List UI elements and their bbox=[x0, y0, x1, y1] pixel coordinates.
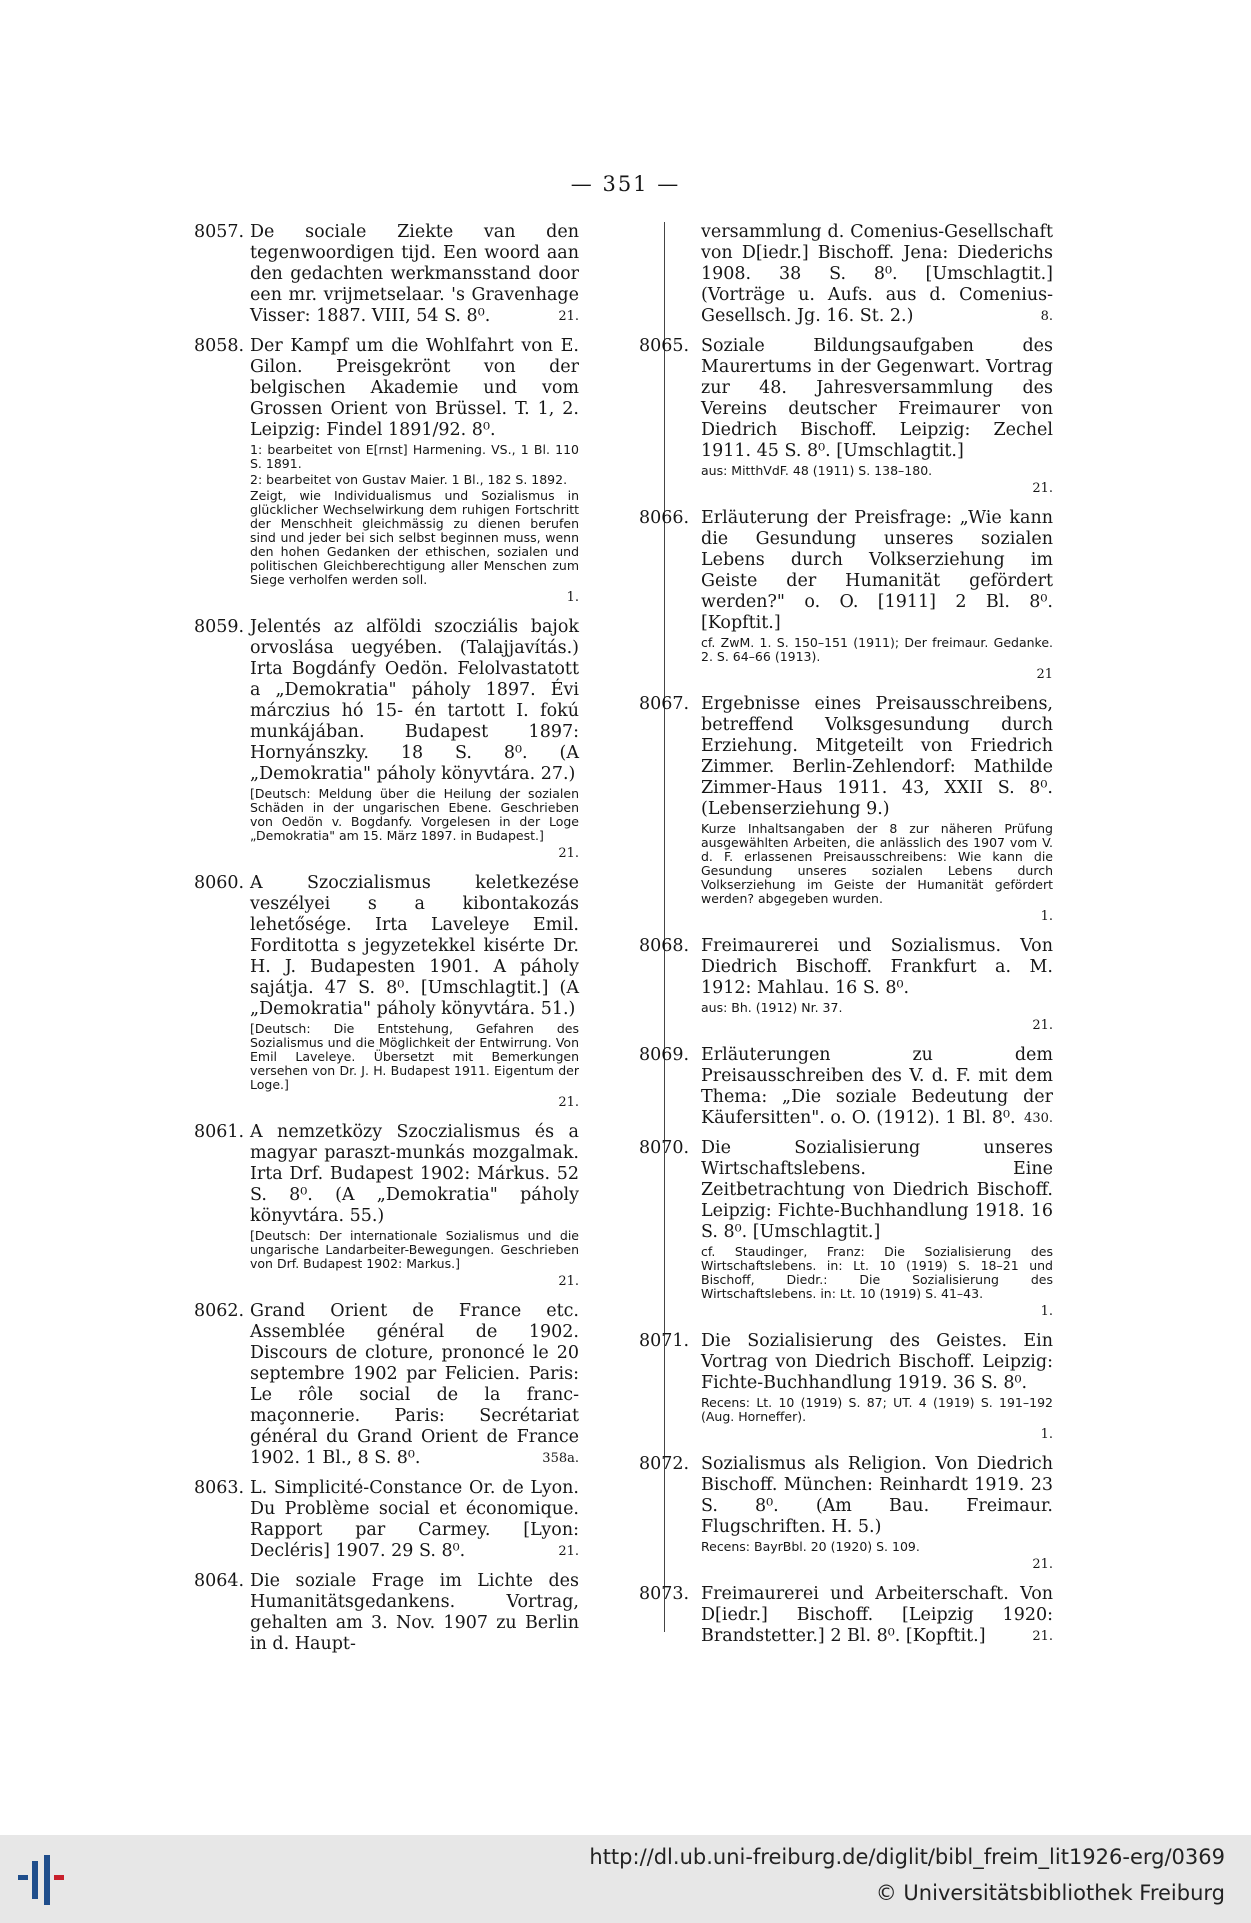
entry-citation: Sozialismus als Religion. Von Diedrich Bischoff. München: Reinhardt 1919. 23 S. 8⁰. (Am Bau. Freimaur. Flugschriften. H. 5.) bbox=[701, 1454, 1053, 1537]
bibliography-entry bbox=[194, 336, 579, 608]
entry-signature: 21. bbox=[1032, 1629, 1053, 1644]
entry-text bbox=[701, 1045, 1053, 1129]
bibliography-entry bbox=[194, 1571, 579, 1655]
entry-number: 8068. bbox=[639, 936, 690, 956]
entry-number: 8060. bbox=[194, 873, 245, 893]
entry-citation: A Szoczialismus keletkezése veszélyei s a kibontakozás lehetősége. Irta Laveleye Emil. Forditotta s jegyzetekkel kisérte Dr. H. J. Budapesten 1901. A páholy sajátja. 47 S. 8⁰. [Umschlagtit.] (A „Demokratia" páholy könyvtára. 51.) bbox=[250, 873, 579, 1019]
note-signature: 1. bbox=[566, 590, 579, 605]
note-signature: 21. bbox=[1032, 1018, 1053, 1033]
entry-text bbox=[701, 694, 1053, 820]
bibliography-entry bbox=[194, 222, 579, 327]
entry-text bbox=[701, 1138, 1053, 1243]
entry-signature: 8. bbox=[1040, 309, 1053, 324]
entry-citation: Grand Orient de France etc. Assemblée général de 1902. Discours de cloture, prononcé le 20 septembre 1902 par Felicien. Paris: Le rôle social de la franc-maçonnerie. Paris: Secrétariat général du Grand Orient de France 1902. 1 Bl., 8 S. 8⁰. bbox=[250, 1301, 579, 1468]
entry-text bbox=[250, 336, 579, 441]
entry-note: Recens: BayrBbl. 20 (1920) S. 109. bbox=[701, 1539, 920, 1554]
entry-citation: Die Sozialisierung des Geistes. Ein Vortrag von Diedrich Bischoff. Leipzig: Fichte-Buchhandlung 1919. 36 S. 8⁰. bbox=[701, 1331, 1053, 1393]
page-number: — 351 — bbox=[570, 172, 681, 196]
entry-note: Kurze Inhaltsangaben der 8 zur näheren Prüfung ausgewählten Arbeiten, die anlässlich des 1907 vom V. d. F. erlassenen Preisausschreibens: Wie kann die Gesundung unseres sozialen Lebens durch Volkserziehung im Geiste der Humanität gefördert werden? abgegeben wurden. bbox=[701, 821, 1053, 906]
bibliography-entry bbox=[639, 1584, 1053, 1647]
entry-number: 8059. bbox=[194, 617, 245, 637]
note-signature: 21. bbox=[558, 846, 579, 861]
entry-citation: Die soziale Frage im Lichte des Humanitätsgedankens. Vortrag, gehalten am 3. Nov. 1907 zu Berlin in d. Haupt- bbox=[250, 1571, 579, 1654]
entry-number: 8062. bbox=[194, 1301, 245, 1321]
entry-citation: Der Kampf um die Wohlfahrt von E. Gilon. Preisgekrönt von der belgischen Akademie und vom Grossen Orient von Brüssel. T. 1, 2. Leipzig: Findel 1891/92. 8⁰. bbox=[250, 336, 579, 440]
entry-text bbox=[250, 1478, 579, 1562]
bibliography-entry bbox=[639, 336, 1053, 499]
entry-citation: Erläuterungen zu dem Preisausschreiben des V. d. F. mit dem Thema: „Die soziale Bedeutung der Käufersitten". o. O. (1912). 1 Bl. 8⁰. bbox=[701, 1045, 1053, 1128]
entry-citation: L. Simplicité-Constance Or. de Lyon. Du Problème social et économique. Rapport par Carmey. [Lyon: Decléris] 1907. 29 S. 8⁰. bbox=[250, 1478, 579, 1561]
entry-citation: Ergebnisse eines Preisausschreibens, betreffend Volksgesundung durch Erziehung. Mitgeteilt von Friedrich Zimmer. Berlin-Zehlendorf: Mathilde Zimmer-Haus 1911. 43, XXII S. 8⁰. (Lebenserziehung 9.) bbox=[701, 694, 1053, 819]
footer-bar bbox=[0, 1835, 1251, 1923]
entry-number: 8061. bbox=[194, 1122, 245, 1142]
entry-signature: 21. bbox=[558, 309, 579, 324]
entry-note: [Deutsch: Die Entstehung, Gefahren des Sozialismus und die Möglichkeit der Entwirrung. Von Emil Laveleye. Übersetzt mit Bemerkungen versehen von Dr. J. H. Budapest 1911. Eigentum der Loge.] bbox=[250, 1021, 579, 1092]
left-column bbox=[194, 222, 579, 1664]
entry-note: [Deutsch: Meldung über die Heilung der sozialen Schäden in der ungarischen Ebene. Geschrieben von Oedön v. Bogdanfy. Vorgelesen in der Loge „Demokratia" am 15. März 1897. in Budapest.] bbox=[250, 786, 579, 843]
entry-signature: 430. bbox=[1024, 1111, 1053, 1126]
entry-number: 8071. bbox=[639, 1331, 690, 1351]
entry-citation: Die Sozialisierung unseres Wirtschaftslebens. Eine Zeitbetrachtung von Diedrich Bischoff. Leipzig: Fichte-Buchhandlung 1918. 16 S. 8⁰. [Umschlagtit.] bbox=[701, 1138, 1053, 1242]
ub-freiburg-logo-icon bbox=[10, 1849, 80, 1911]
entry-number: 8064. bbox=[194, 1571, 245, 1591]
entry-number: 8063. bbox=[194, 1478, 245, 1498]
entry-note: 1: bearbeitet von E[rnst] Harmening. VS., 1 Bl. 110 S. 1891. bbox=[250, 442, 579, 471]
bibliography-entry bbox=[639, 1454, 1053, 1575]
entry-number: 8069. bbox=[639, 1045, 690, 1065]
footer-url-link[interactable]: http://dl.ub.uni-freiburg.de/diglit/bibl_freim_lit1926-erg/0369 bbox=[589, 1845, 1225, 1869]
entry-note: cf. Staudinger, Franz: Die Sozialisierung des Wirtschaftslebens. in: Lt. 10 (1919) S. 18–21 und Bischoff, Diedr.: Die Sozialisierung des Wirtschaftslebens. in: Lt. 10 (1919) S. 41–43. bbox=[701, 1244, 1053, 1301]
entry-citation: Freimaurerei und Sozialismus. Von Diedrich Bischoff. Frankfurt a. M. 1912: Mahlau. 16 S. 8⁰. bbox=[701, 936, 1053, 998]
entry-text bbox=[701, 508, 1053, 634]
entry-note: [Deutsch: Der internationale Sozialismus und die ungarische Landarbeiter-Bewegungen. Geschrieben von Drf. Budapest 1902: Markus.] bbox=[250, 1228, 579, 1271]
entry-citation: Freimaurerei und Arbeiterschaft. Von D[iedr.] Bischoff. [Leipzig 1920: Brandstetter.] 2 Bl. 8⁰. [Kopftit.] bbox=[701, 1584, 1053, 1646]
entry-number: 8070. bbox=[639, 1138, 690, 1158]
entry-citation: A nemzetközy Szoczialismus és a magyar paraszt-munkás mozgalmak. Irta Drf. Budapest 1902: Márkus. 52 S. 8⁰. (A „Demokratia" páholy könyvtára. 55.) bbox=[250, 1122, 579, 1226]
bibliography-entry bbox=[639, 936, 1053, 1036]
bibliography-entry bbox=[639, 694, 1053, 927]
bibliography-entry bbox=[194, 1301, 579, 1469]
entry-text bbox=[701, 336, 1053, 462]
entry-text bbox=[701, 222, 1053, 327]
bibliography-entry bbox=[194, 873, 579, 1113]
bibliography-entry bbox=[639, 222, 1053, 327]
bibliography-entry bbox=[194, 617, 579, 864]
note-signature: 1. bbox=[1040, 909, 1053, 924]
bibliography-entry bbox=[639, 1045, 1053, 1129]
bibliography-entry bbox=[639, 1331, 1053, 1445]
entry-signature: 358a. bbox=[542, 1451, 579, 1466]
entry-number: 8073. bbox=[639, 1584, 690, 1604]
entry-text bbox=[701, 1331, 1053, 1394]
entry-number: 8067. bbox=[639, 694, 690, 714]
entry-note: aus: Bh. (1912) Nr. 37. bbox=[701, 1000, 843, 1015]
entry-citation: De sociale Ziekte van den tegenwoordigen tijd. Een woord aan den gedachten werkmansstand door een mr. vrijmetselaar. 's Gravenhage Visser: 1887. VIII, 54 S. 8⁰. bbox=[250, 222, 579, 326]
entry-citation: Soziale Bildungsaufgaben des Maurertums in der Gegenwart. Vortrag zur 48. Jahresversammlung des Vereins deutscher Freimaurer von Diedrich Bischoff. Leipzig: Zechel 1911. 45 S. 8⁰. [Umschlagtit.] bbox=[701, 336, 1053, 461]
entry-note: 2: bearbeitet von Gustav Maier. 1 Bl., 182 S. 1892. bbox=[250, 472, 568, 487]
note-signature: 21 bbox=[1036, 667, 1053, 682]
entry-text bbox=[250, 1571, 579, 1655]
note-signature: 21. bbox=[558, 1095, 579, 1110]
entry-citation: versammlung d. Comenius-Gesellschaft von D[iedr.] Bischoff. Jena: Diederichs 1908. 38 S. 8⁰. [Umschlagtit.] (Vorträge u. Aufs. aus d. Comenius-Gesellsch. Jg. 16. St. 2.) bbox=[701, 222, 1053, 326]
entry-number: 8066. bbox=[639, 508, 690, 528]
entry-number: 8057. bbox=[194, 222, 245, 242]
entry-number: 8058. bbox=[194, 336, 245, 356]
bibliography-entry bbox=[194, 1122, 579, 1292]
entry-text bbox=[250, 617, 579, 785]
entry-text bbox=[701, 936, 1053, 999]
entry-note: cf. ZwM. 1. S. 150–151 (1911); Der freimaur. Gedanke. 2. S. 64–66 (1913). bbox=[701, 635, 1053, 664]
entry-note: aus: MitthVdF. 48 (1911) S. 138–180. bbox=[701, 463, 933, 478]
entry-text bbox=[250, 873, 579, 1020]
bibliography-entry bbox=[639, 1138, 1053, 1322]
entry-note: Recens: Lt. 10 (1919) S. 87; UT. 4 (1919) S. 191–192 (Aug. Horneffer). bbox=[701, 1395, 1053, 1424]
entry-text bbox=[701, 1454, 1053, 1538]
entry-text bbox=[701, 1584, 1053, 1647]
entry-text bbox=[250, 1122, 579, 1227]
entry-text bbox=[250, 222, 579, 327]
bibliography-entry bbox=[639, 508, 1053, 685]
note-signature: 1. bbox=[1040, 1427, 1053, 1442]
note-signature: 21. bbox=[1032, 481, 1053, 496]
entry-signature: 21. bbox=[558, 1544, 579, 1559]
bibliography-entry bbox=[194, 1478, 579, 1562]
entry-number: 8072. bbox=[639, 1454, 690, 1474]
note-signature: 1. bbox=[1040, 1304, 1053, 1319]
note-signature: 21. bbox=[1032, 1557, 1053, 1572]
entry-citation: Jelentés az alföldi szocziális bajok orvoslása uegyében. (Talajjavítás.) Irta Bogdánfy Oedön. Felolvastatott a „Demokratia" páholy 1897. Évi márczius hó 15- én tartott I. fokú munkájában. Budapest 1897: Hornyánszky. 18 S. 8⁰. (A „Demokratia" páholy könyvtára. 27.) bbox=[250, 617, 579, 784]
footer-copyright: © Universitätsbibliothek Freiburg bbox=[875, 1881, 1225, 1905]
entry-number: 8065. bbox=[639, 336, 690, 356]
entry-citation: Erläuterung der Preisfrage: „Wie kann die Gesundung unseres sozialen Lebens durch Volkserziehung im Geiste der Humanität gefördert werden?" o. O. [1911] 2 Bl. 8⁰. [Kopftit.] bbox=[701, 508, 1053, 633]
note-signature: 21. bbox=[558, 1274, 579, 1289]
entry-note: Zeigt, wie Individualismus und Sozialismus in glücklicher Wechselwirkung dem ruhigen Fortschritt der Menschheit gleichmässig zu dienen berufen sind und jeder bei sich selbst beginnen muss, wenn den hohen Gedanken der ethischen, sozialen und politischen Gleichberechtigung aller Menschen zum Siege verholfen werden soll. bbox=[250, 488, 579, 587]
entry-text bbox=[250, 1301, 579, 1469]
right-column bbox=[639, 222, 1053, 1656]
